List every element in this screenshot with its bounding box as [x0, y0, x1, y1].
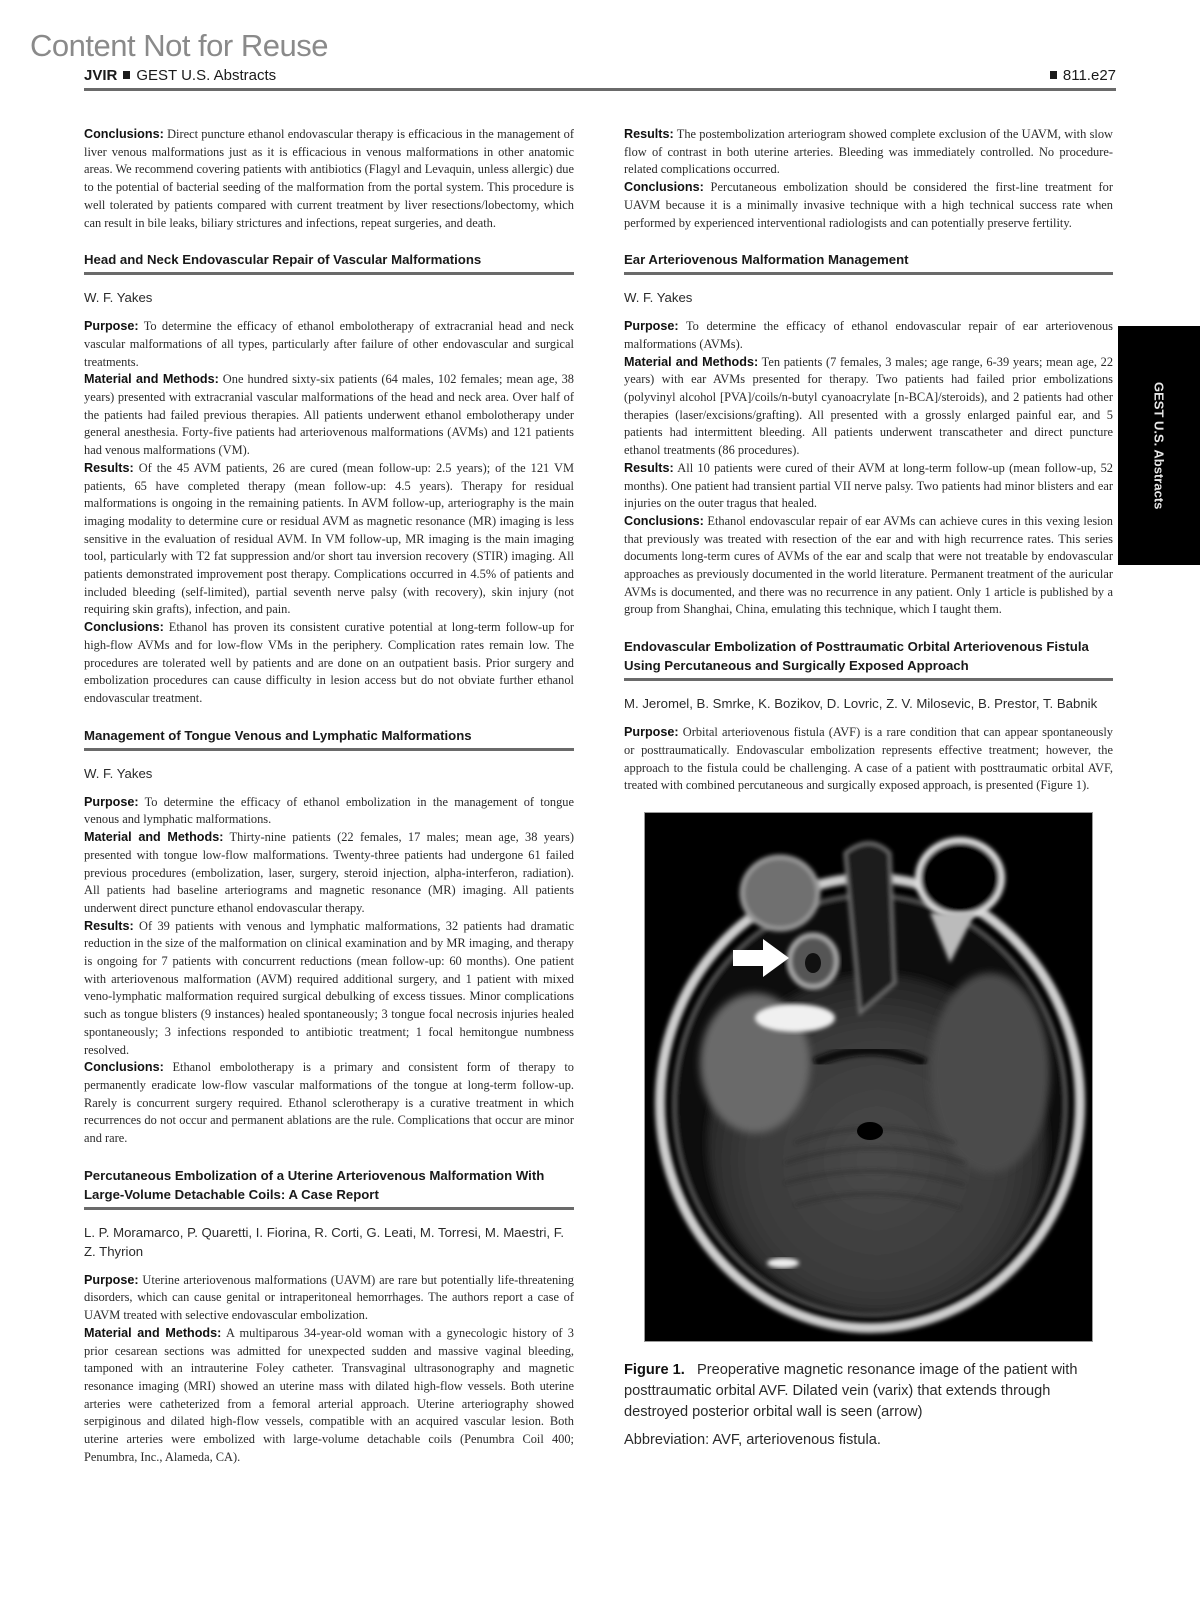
section-text: All 10 patients were cured of their AVM at long-term follow-up (mean follow-up, 52 months). One patient had transient partial VII nerve palsy. Two patients had minor blisters and ear injuries on the outer tragus that healed. [624, 460, 1113, 511]
section-label: Conclusions: [84, 1060, 164, 1075]
section-label: Purpose: [84, 1272, 139, 1287]
figure-1-mri-image [644, 812, 1093, 1342]
abstract-purpose [84, 794, 574, 829]
abstract-purpose [624, 724, 1113, 795]
section-text: Orbital arteriovenous fistula (AVF) is a rare condition that can appear spontaneously or posttraumatically. Endovascular embolization represents effective treatment; however, the approach to the fistula could be challenging. A case of a patient with posttraumatic orbital AVF, treated with combined percutaneous and surgically exposed approach, is presented (Figure 1). [624, 725, 1113, 793]
abstract-conclusions [84, 1059, 574, 1148]
abstract-orbital-avf [624, 637, 1113, 795]
section-text: Ethanol endovascular repair of ear AVMs can achieve cures in this vexing lesion that previously was treated with resection of the ear and with high recurrence rates. This series documents long-term cures of AVMs of the ear and scalp that were not treatable by endovascular approaches as previously documented in the world literature. Permanent treatment of the auricular AVMs is documented, and there was no recurrence in any patient. Only 1 article is published by a group from Shanghai, China, emulating this technique, which I taught them. [624, 513, 1113, 617]
running-head-left [84, 67, 276, 84]
watermark: Content Not for Reuse [30, 28, 328, 63]
abstract-methods [84, 829, 574, 918]
section-label: Material and Methods: [84, 830, 224, 845]
side-section-tab [1118, 326, 1200, 565]
square-bullet-icon [1050, 71, 1057, 79]
section-label: Results: [624, 460, 674, 475]
section-label: Material and Methods: [84, 1325, 222, 1340]
abstract-title: Percutaneous Embolization of a Uterine Arteriovenous Malformation With Large-Volume Detachable Coils: A Case Report [84, 1166, 574, 1210]
figure-caption-text: Preoperative magnetic resonance image of the patient with posttraumatic orbital AVF. Dilated vein (varix) that extends through destroyed posterior orbital wall is seen (arrow) [624, 1361, 1078, 1420]
header-rule [84, 88, 1116, 91]
abstract-title: Endovascular Embolization of Posttraumatic Orbital Arteriovenous Fistula Using Percutaneous and Surgically Exposed Approach [624, 637, 1113, 681]
abstract-title: Ear Arteriovenous Malformation Management [624, 250, 1113, 275]
abstract-results [84, 918, 574, 1060]
abstract-purpose [624, 318, 1113, 353]
section-label: Conclusions: [84, 127, 164, 141]
section-text: A multiparous 34-year-old woman with a gynecologic history of 3 prior cesarean sections was admitted for unexpected sudden and massive vaginal bleeding, tamponed with an intrauterine Foley catheter. Transvaginal ultrasonography and magnetic resonance imaging (MRI) showed an uterine mass with dilated high-flow vessels. Both uterine arteries were catheterized from a femoral arterial approach. Uterine arteriography showed serpiginous and dilated high-flow vessels, compatible with an acquired vascular lesion. Both uterine arteries were embolized with large-volume detachable coils (Penumbra Coil 400; Penumbra, Inc., Alameda, CA). [84, 1325, 574, 1464]
section-label: Results: [84, 918, 134, 933]
page-number: 811.e27 [1062, 66, 1116, 84]
abstract-conclusions [84, 619, 574, 708]
abstract-authors: W. F. Yakes [84, 290, 153, 306]
section-text: Thirty-nine patients (22 females, 17 males; mean age, 38 years) presented with tongue low-flow malformations. Twenty-three patients had undergone 61 failed previous procedures (embolization, laser, surgery, steroid injection, alpha-interferon, radiation). All patients had baseline arteriograms and magnetic resonance (MR) imaging. All patients underwent direct puncture ethanol endovascular therapy. [84, 830, 574, 915]
section-text: The postembolization arteriogram showed complete exclusion of the UAVM, with slow flow of contrast in both uterine arteries. Bleeding was immediately controlled. No procedure-related complications occurred. [624, 127, 1113, 177]
abstract-results [84, 460, 574, 619]
abstract-title: Head and Neck Endovascular Repair of Vascular Malformations [84, 250, 574, 275]
section-text: Percutaneous embolization should be considered the first-line treatment for UAVM because it is a minimally invasive technique with a high technical success rate when performed by experienced interventional radiologists and can potentially preserve fertility. [624, 180, 1113, 230]
abstract-ear-avm [624, 250, 1113, 619]
abstract-purpose [84, 1272, 574, 1325]
figure-label: Figure 1. [624, 1361, 685, 1378]
abstract-authors: L. P. Moramarco, P. Quaretti, I. Fiorina, R. Corti, G. Leati, M. Torresi, M. Maestri, F. Z. Thyrion [84, 1224, 565, 1259]
section-label: Material and Methods: [84, 372, 219, 387]
abstract-authors: W. F. Yakes [84, 765, 153, 781]
square-bullet-icon [123, 71, 130, 79]
abstract-purpose [84, 318, 574, 371]
abstract-tongue [84, 726, 574, 1148]
section-text: To determine the efficacy of ethanol embolization in the management of tongue venous and lymphatic malformations. [84, 794, 574, 827]
section-text: Of the 45 AVM patients, 26 are cured (mean follow-up: 2.5 years); of the 121 VM patients, 65 have completed therapy (mean follow-up: 4.5 years). Therapy for residual malformations is ongoing in the remaining patients. In AVM follow-up, arteriography is the main imaging modality to determine cure or residual AVM as magnetic resonance (MR) imaging is less sensitive in the evaluation of residual AVM. In VM follow-up, MR imaging is the main imaging tool, particularly with T2 fat suppression and/or short tau inversion recovery (STIR) imaging. All patients demonstrated improvement post therapy. Complications occurred in 4.5% of patients and included bleeding (self-limited), partial seventh nerve palsy (with recovery), skin injury (not requiring skin grafts), infection, and pain. [84, 460, 574, 617]
continued-conclusions [84, 126, 574, 232]
section-label: Conclusions: [624, 513, 704, 528]
section-label: Conclusions: [84, 620, 164, 635]
section-text: To determine the efficacy of ethanol endovascular repair of ear arteriovenous malformations (AVMs). [624, 319, 1113, 351]
section-text: Ethanol embolotherapy is a primary and consistent form of therapy to permanently eradicate low-flow vascular malformations of the tongue at long-term follow-up. Rarely is concurrent surgery required. Ethanol sclerotherapy is a curative treatment in which recurrences do not occur and permanent ablations are the rule. Complications that occur are minor and rare. [84, 1060, 574, 1146]
abstract-methods [84, 371, 574, 460]
section-label: Results: [624, 127, 674, 141]
running-head [84, 64, 1116, 86]
left-column [84, 126, 574, 1466]
section-label: Results: [84, 460, 134, 475]
section-label: Material and Methods: [624, 354, 759, 369]
running-head-right [1044, 67, 1116, 84]
section-text: Ten patients (7 females, 3 males; age range, 6-39 years; mean age, 22 years) with ear AVMs presented for therapy. Two patients had failed prior embolizations (polyvinyl alcohol [PVA]/coils/n-butyl cyanoacrylate [n-BCA]/steroids), and 2 patients had other therapies (laser/excisions/grafting). All presented with a grossly enlarged painful ear, and 5 patients had intermittent bleeding. All patients underwent transcatheter and direct puncture ethanol treatments (86 procedures). [624, 354, 1114, 458]
abstract-uterine-avm [84, 1166, 574, 1467]
section-text: Ethanol has proven its consistent curative potential at long-term follow-up for high-flow AVMs and for low-flow VMs in the periphery. Complication rates remain low. The procedures are tolerated well by patients and are done on an outpatient basis. Prior surgery and embolization procedures can cause difficulty in lesion access but do not obviate further ethanol endovascular treatment. [84, 620, 574, 705]
section-name: GEST U.S. Abstracts [136, 66, 277, 84]
abstract-authors: W. F. Yakes [624, 290, 693, 306]
abstract-methods [624, 354, 1113, 460]
section-text: Direct puncture ethanol endovascular therapy is efficacious in the management of liver venous malformations just as it is efficacious in venous malformations in other anatomic areas. We recommend covering patients with antibiotics (Flagyl and Levaquin, unless allergic) due to the potential of bacterial seeding of the malformation from the portal system. This procedure is well tolerated by patients compared with current treatment by liver resections/lobectomy, which can result in bile leaks, biliary strictures and infections, repeat surgeries, and death. [84, 127, 574, 230]
abstract-authors: M. Jeromel, B. Smrke, K. Bozikov, D. Lovric, Z. V. Milosevic, B. Prestor, T. Babnik [624, 696, 1098, 712]
continued-results [624, 126, 1113, 179]
left-orbit [742, 857, 818, 929]
right-orbit [918, 840, 1002, 916]
figure-caption [624, 1360, 1113, 1423]
mri-scan-illustration [645, 813, 1092, 1341]
side-tab-label: GEST U.S. Abstracts [1151, 381, 1167, 510]
abstract-title: Management of Tongue Venous and Lymphatic Malformations [84, 726, 574, 751]
figure-abbreviation: Abbreviation: AVF, arteriovenous fistula. [624, 1431, 881, 1448]
journal-name: JVIR [84, 66, 118, 84]
abstract-results [624, 460, 1113, 513]
section-text: One hundred sixty-six patients (64 males, 102 females; mean age, 38 years) presented with extracranial vascular malformations of the head and neck area. Over half of the patients had failed previous therapies. All patients underwent ethanol embolotherapy under general anesthesia. Forty-five patients had arteriovenous malformations (AVMs) and 121 patients had venous malformations (VM). [84, 372, 574, 458]
abstract-conclusions [624, 513, 1113, 619]
section-label: Purpose: [624, 725, 679, 740]
right-column [624, 126, 1113, 1450]
section-label: Purpose: [84, 319, 139, 334]
section-text: To determine the efficacy of ethanol embolotherapy of extracranial head and neck vascular malformations of all types, particularly after failure of other endovascular and surgical treatments. [84, 319, 574, 369]
continued-conclusions [624, 179, 1113, 232]
section-label: Purpose: [624, 319, 679, 334]
abstract-head-neck [84, 250, 574, 707]
section-text: Uterine arteriovenous malformations (UAVM) are rare but potentially life-threatening disorders, which can cause genital or intraperitoneal hemorrhages. The authors report a case of UAVM treated with selective endovascular embolization. [84, 1272, 574, 1323]
section-text: Of 39 patients with venous and lymphatic malformations, 32 patients had dramatic reduction in the size of the malformation on clinical examination and by MR imaging, and therapy is ongoing for 7 patients with concurrent reductions (mean follow-up: 60 months). One patient with arteriovenous malformation (AVM) required additional surgery, and 1 patient with mixed veno-lymphatic malformation required surgical debulking of excess tissues. Minor complications such as tongue blisters (9 instances) healed spontaneously; 3 tongue focal necrosis injuries healed spontaneously; 3 infections responded to antibiotic treatment; 1 focal hemitongue numbness resolved. [84, 918, 574, 1057]
section-label: Purpose: [84, 794, 139, 809]
abstract-methods [84, 1325, 574, 1467]
section-label: Conclusions: [624, 180, 704, 195]
